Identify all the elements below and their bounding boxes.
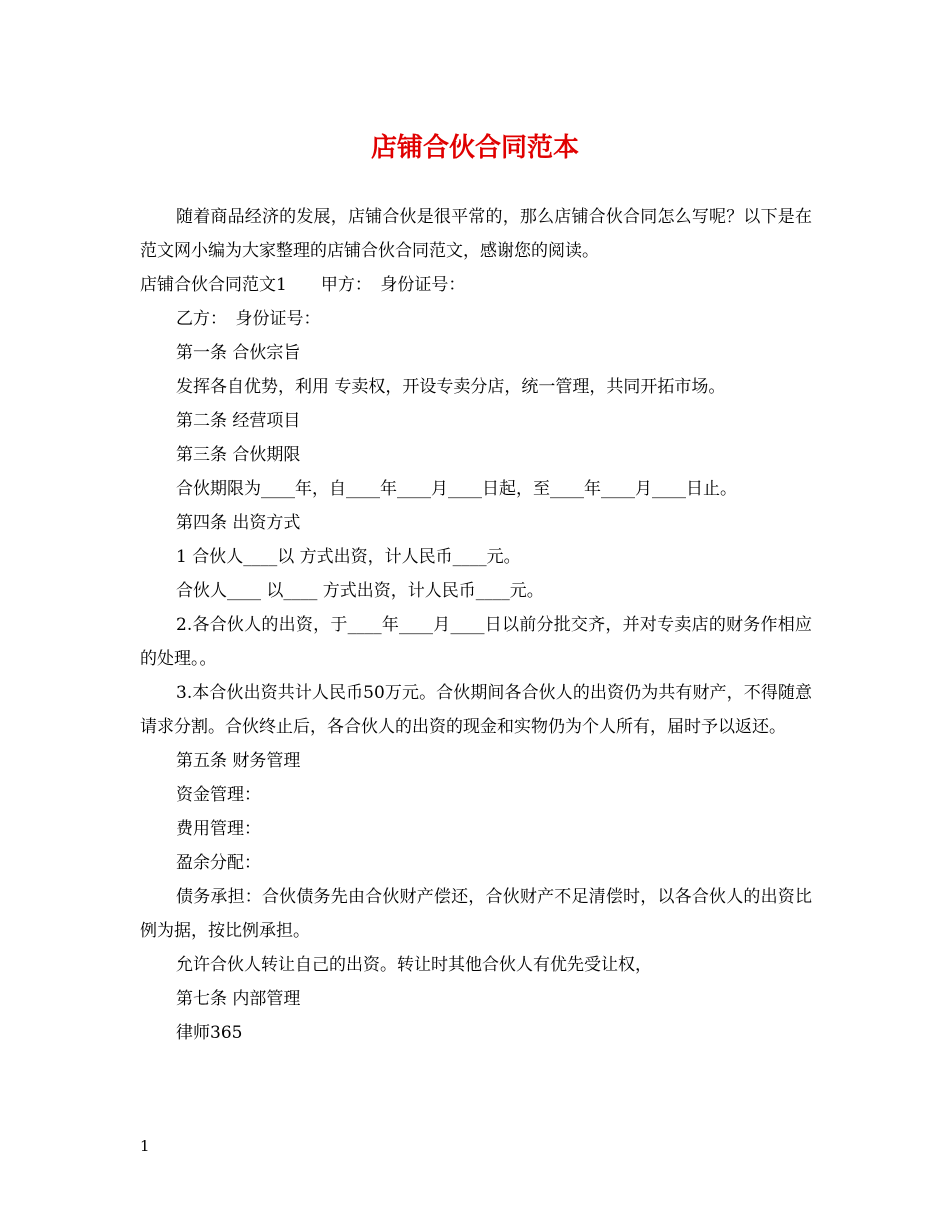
footer-source-text: 律师365 xyxy=(176,1023,243,1043)
article-3-heading: 第三条 合伙期限 xyxy=(176,445,301,465)
article-3-text: 合伙期限为____年，自____年____月____日起，至____年____月____日止。 xyxy=(176,479,737,499)
document-body xyxy=(140,200,812,1050)
debt-responsibility: 债务承担：合伙债务先由合伙财产偿还，合伙财产不足清偿时，以各合伙人的出资比例为据，按比例承担。 xyxy=(140,887,812,941)
intro-paragraph: 随着商品经济的发展，店铺合伙是很平常的，那么店铺合伙合同怎么写呢？以下是在范文网小编为大家整理的店铺合伙合同范文，感谢您的阅读。 xyxy=(140,207,812,261)
party-b-line: 乙方： 身份证号： xyxy=(176,309,321,329)
document-title: 店铺合伙合同范本 xyxy=(370,133,579,163)
expense-management: 费用管理： xyxy=(176,819,261,839)
capital-transfer: 允许合伙人转让自己的出资。转让时其他合伙人有优先受让权， xyxy=(176,955,652,975)
fund-management: 资金管理： xyxy=(176,785,261,805)
article-4-heading: 第四条 出资方式 xyxy=(176,513,301,533)
page-number: 1 xyxy=(140,1137,150,1155)
article-1-heading: 第一条 合伙宗旨 xyxy=(176,343,301,363)
article-4-item-2: 2.各合伙人的出资，于____年____月____日以前分批交齐，并对专卖店的财务作相应的处理。。 xyxy=(140,615,812,669)
article-5-heading: 第五条 财务管理 xyxy=(176,751,301,771)
article-4-item-1b: 合伙人____ 以____ 方式出资，计人民币____元。 xyxy=(176,581,544,601)
surplus-distribution: 盈余分配： xyxy=(176,853,261,873)
article-1-text: 发挥各自优势，利用 专卖权，开设专卖分店，统一管理，共同开拓市场。 xyxy=(176,377,726,397)
article-2-heading: 第二条 经营项目 xyxy=(176,411,301,431)
article-4-item-1: 1 合伙人____以 方式出资，计人民币____元。 xyxy=(176,547,521,567)
sample-heading-line: 店铺合伙合同范文1 甲方： 身份证号： xyxy=(140,275,466,295)
article-4-item-3: 3.本合伙出资共计人民币50万元。合伙期间各合伙人的出资仍为共有财产，不得随意请求分割。合伙终止后，各合伙人的出资的现金和实物仍为个人所有，届时予以返还。 xyxy=(140,683,812,737)
article-7-heading: 第七条 内部管理 xyxy=(176,989,301,1009)
